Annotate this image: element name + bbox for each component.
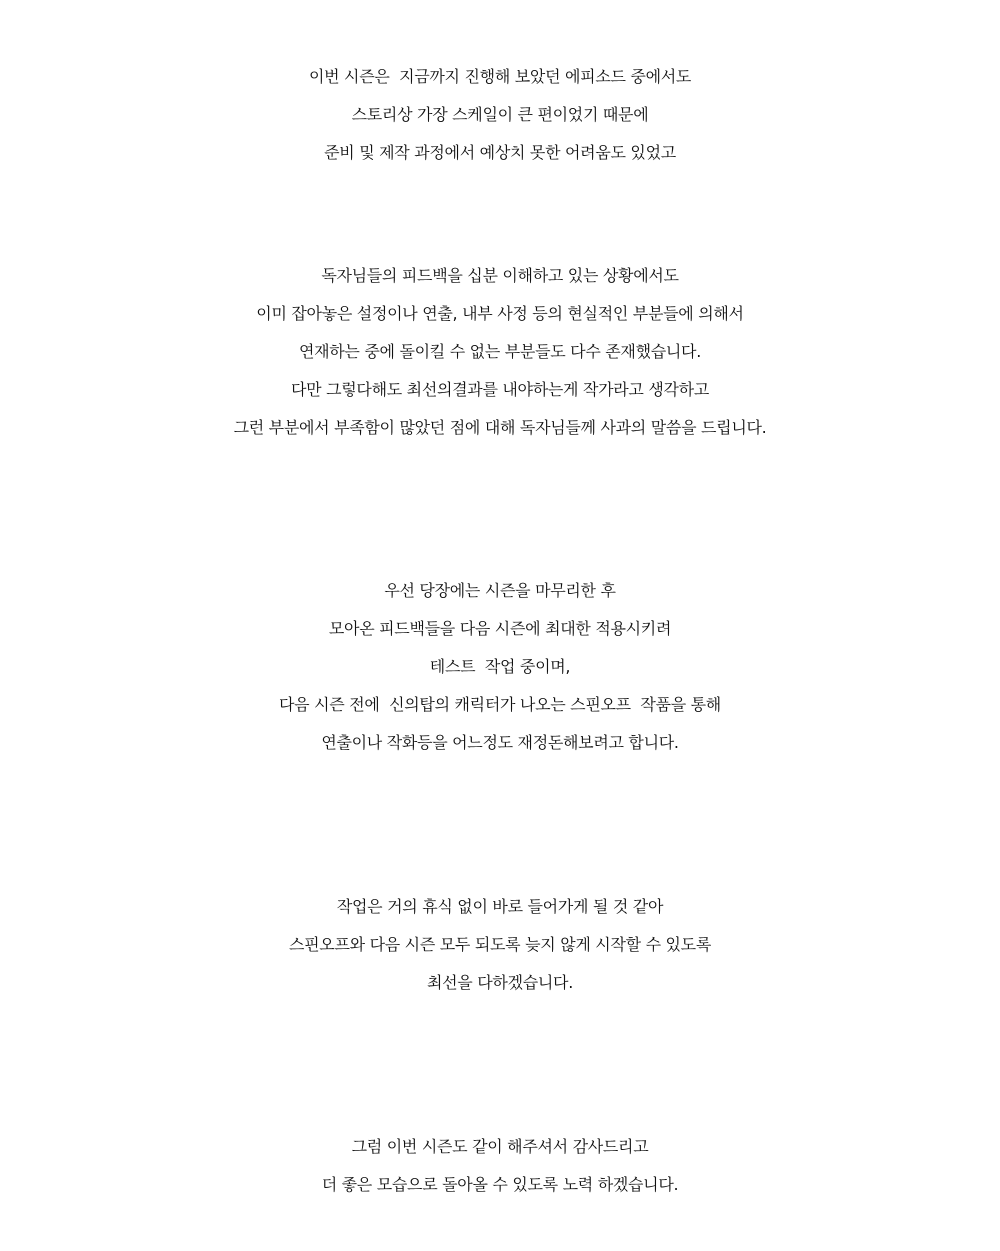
paragraph-next-plans <box>0 572 1000 762</box>
paragraph-thanks <box>0 1128 1000 1204</box>
text-line: 우선 당장에는 시즌을 마무리한 후 <box>384 581 616 600</box>
text-line: 그런 부분에서 부족함이 많았던 점에 대해 독자님들께 사과의 말씀을 드립니다. <box>233 418 767 437</box>
text-line: 최선을 다하겠습니다. <box>427 973 573 992</box>
text-line: 다만 그렇다해도 최선의결과를 내야하는게 작가라고 생각하고 <box>291 380 709 399</box>
text-line: 더 좋은 모습으로 돌아올 수 있도록 노력 하겠습니다. <box>321 1175 679 1194</box>
paragraph-schedule <box>0 888 1000 1002</box>
paragraph-apology <box>0 257 1000 447</box>
text-line: 스핀오프와 다음 시즌 모두 되도록 늦지 않게 시작할 수 있도록 <box>289 935 711 954</box>
text-line: 준비 및 제작 과정에서 예상치 못한 어려움도 있었고 <box>324 143 676 162</box>
text-line: 연재하는 중에 돌이킬 수 없는 부분들도 다수 존재했습니다. <box>298 342 702 361</box>
text-line: 스토리상 가장 스케일이 큰 편이었기 때문에 <box>351 105 649 124</box>
text-line: 이번 시즌은 지금까지 진행해 보았던 에피소드 중에서도 <box>308 67 692 86</box>
paragraph-season-scale <box>0 58 1000 172</box>
text-line: 테스트 작업 중이며, <box>429 657 571 676</box>
text-line: 작업은 거의 휴식 없이 바로 들어가게 될 것 같아 <box>336 897 664 916</box>
text-line: 그럼 이번 시즌도 같이 해주셔서 감사드리고 <box>351 1137 649 1156</box>
text-line: 이미 잡아놓은 설정이나 연출, 내부 사정 등의 현실적인 부분들에 의해서 <box>256 304 744 323</box>
text-line: 모아온 피드백들을 다음 시즌에 최대한 적용시키려 <box>328 619 672 638</box>
text-line: 다음 시즌 전에 신의탑의 캐릭터가 나오는 스핀오프 작품을 통해 <box>279 695 721 714</box>
text-line: 독자님들의 피드백을 십분 이해하고 있는 상황에서도 <box>321 266 679 285</box>
text-line: 연출이나 작화등을 어느정도 재정돈해보려고 합니다. <box>321 733 679 752</box>
